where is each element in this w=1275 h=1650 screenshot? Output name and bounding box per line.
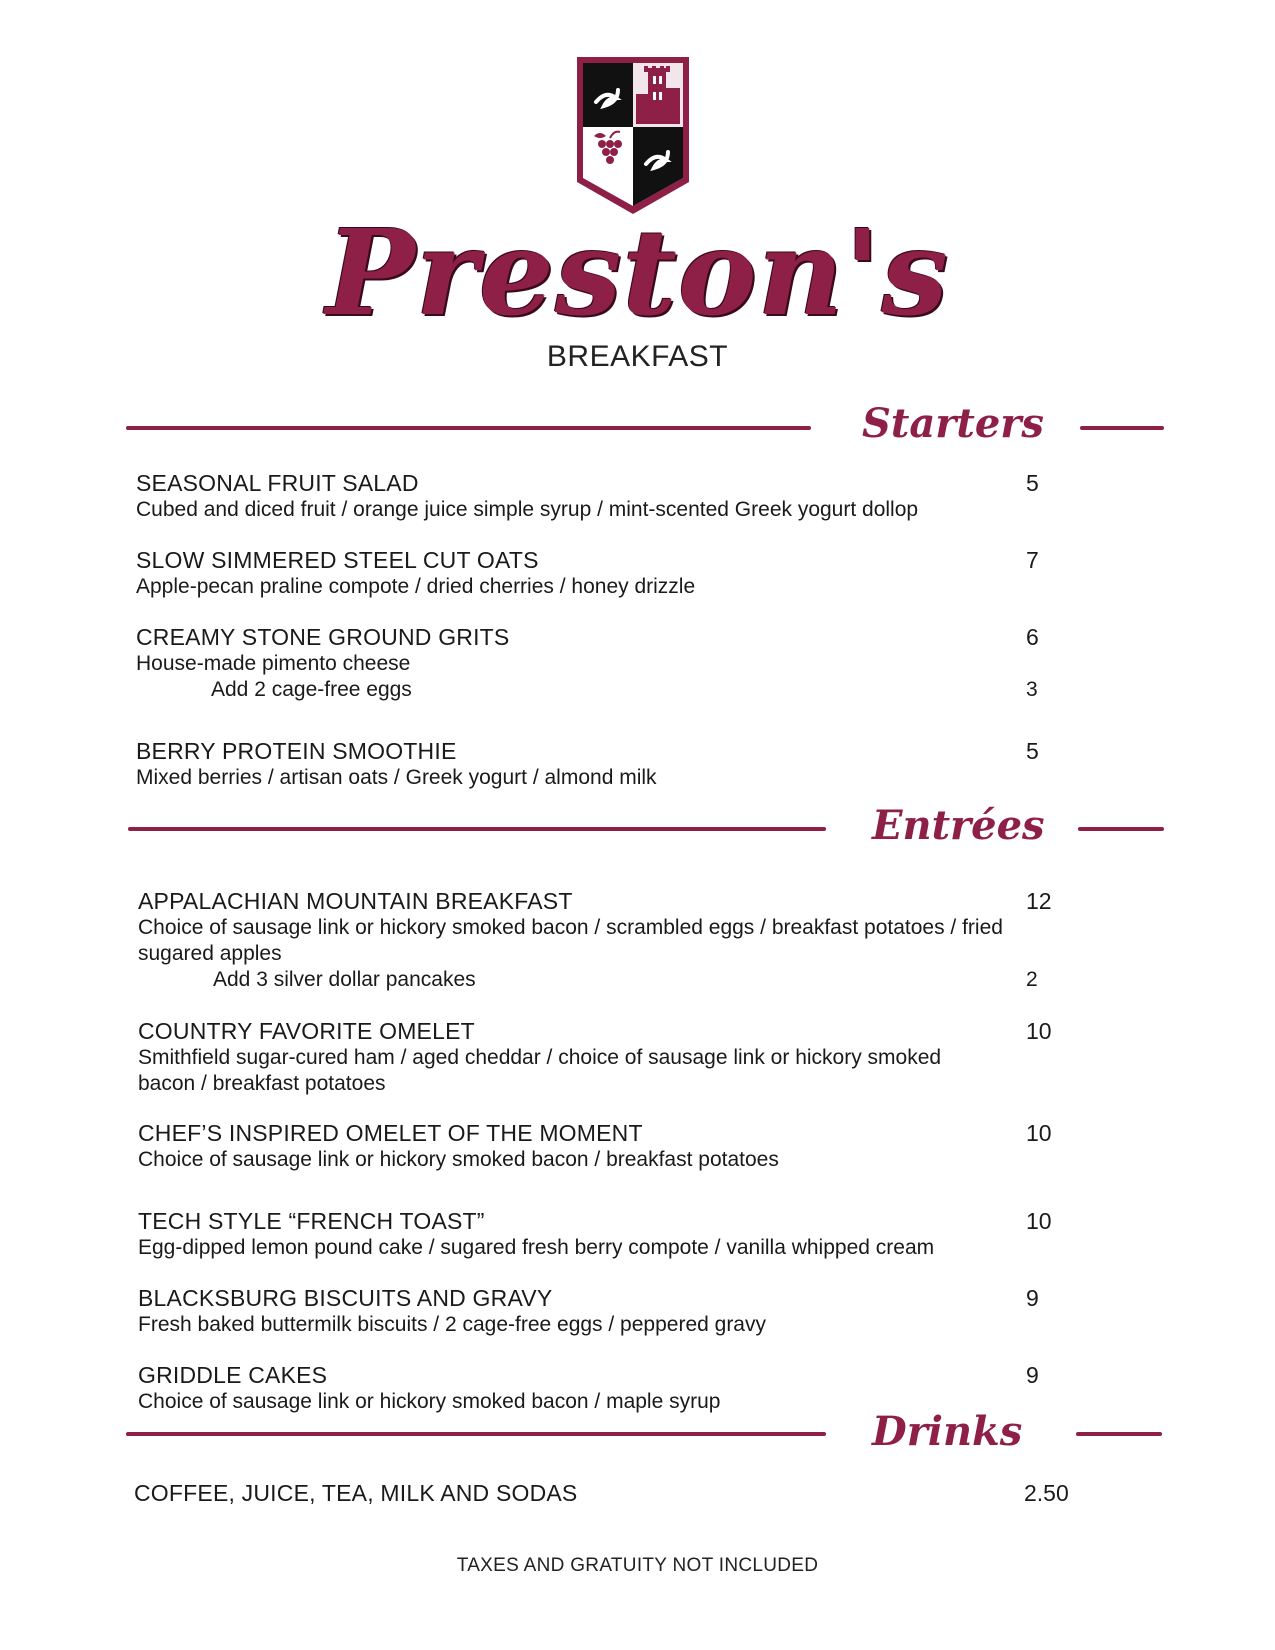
- item-price: 10: [1026, 1018, 1052, 1044]
- item-name: GRIDDLE CAKES: [138, 1362, 328, 1388]
- menu-item: [136, 547, 1096, 600]
- item-name: CHEF’S INSPIRED OMELET OF THE MOMENT: [138, 1120, 643, 1146]
- item-name: BLACKSBURG BISCUITS AND GRAVY: [138, 1285, 553, 1311]
- item-name: SLOW SIMMERED STEEL CUT OATS: [136, 547, 539, 573]
- item-price: 9: [1026, 1285, 1039, 1311]
- shield-crest-icon: [574, 54, 692, 218]
- item-price: 10: [1026, 1120, 1052, 1146]
- item-name: COUNTRY FAVORITE OMELET: [138, 1018, 475, 1044]
- brand-wordmark: Preston's: [326, 203, 949, 342]
- section-title-entrees: Entrées: [872, 802, 1045, 849]
- section-rule-left: [126, 1432, 826, 1436]
- menu-item: [134, 1480, 1094, 1507]
- item-price: 7: [1026, 547, 1039, 573]
- item-name: CREAMY STONE GROUND GRITS: [136, 624, 510, 650]
- item-description: Choice of sausage link or hickory smoked bacon / maple syrup: [138, 1390, 721, 1413]
- item-description: Choice of sausage link or hickory smoked bacon / breakfast potatoes: [138, 1148, 779, 1171]
- item-addon: [136, 677, 1096, 703]
- item-price: 10: [1026, 1208, 1052, 1234]
- item-name: TECH STYLE “FRENCH TOAST”: [138, 1208, 485, 1234]
- menu-item: [138, 1285, 1098, 1338]
- menu-title: BREAKFAST: [546, 340, 729, 373]
- item-description: Choice of sausage link or hickory smoked bacon / scrambled eggs / breakfast potatoes / fried sugared apples: [138, 916, 1003, 965]
- addon-label: Add 2 cage-free eggs: [211, 678, 412, 701]
- item-price: 5: [1026, 738, 1039, 764]
- menu-item: [136, 470, 1096, 523]
- item-price: 9: [1026, 1362, 1039, 1388]
- menu-item: [136, 738, 1096, 791]
- item-description: Mixed berries / artisan oats / Greek yogurt / almond milk: [136, 766, 657, 789]
- menu-item: [136, 624, 1096, 703]
- section-title-drinks: Drinks: [872, 1408, 1023, 1455]
- section-rule-left: [128, 827, 826, 831]
- addon-price: 2: [1026, 968, 1038, 991]
- section-rule-right: [1080, 426, 1164, 430]
- section-rule-right: [1076, 1432, 1162, 1436]
- section-rule-right: [1078, 827, 1164, 831]
- item-price: 5: [1026, 470, 1039, 496]
- item-name: SEASONAL FRUIT SALAD: [136, 470, 419, 496]
- item-description: Apple-pecan praline compote / dried cherries / honey drizzle: [136, 575, 696, 598]
- item-name: BERRY PROTEIN SMOOTHIE: [136, 738, 457, 764]
- footer-note: TAXES AND GRATUITY NOT INCLUDED: [456, 1555, 819, 1576]
- item-description: Fresh baked buttermilk biscuits / 2 cage-free eggs / peppered gravy: [138, 1313, 766, 1336]
- item-description: Cubed and diced fruit / orange juice simple syrup / mint-scented Greek yogurt dollop: [136, 498, 919, 521]
- item-price: 12: [1026, 888, 1052, 914]
- section-rule-left: [126, 426, 811, 430]
- section-title-starters: Starters: [862, 400, 1044, 447]
- item-description: Smithfield sugar-cured ham / aged cheddar / choice of sausage link or hickory smoked bacon / breakfast potatoes: [138, 1046, 942, 1095]
- item-description: Egg-dipped lemon pound cake / sugared fresh berry compote / vanilla whipped cream: [138, 1236, 935, 1259]
- item-price: 2.50: [1024, 1480, 1069, 1506]
- item-description: House-made pimento cheese: [136, 652, 411, 675]
- item-price: 6: [1026, 624, 1039, 650]
- menu-item: [138, 1018, 1098, 1097]
- item-name: COFFEE, JUICE, TEA, MILK AND SODAS: [134, 1480, 578, 1506]
- addon-price: 3: [1026, 678, 1038, 701]
- item-name: APPALACHIAN MOUNTAIN BREAKFAST: [138, 888, 573, 914]
- addon-label: Add 3 silver dollar pancakes: [213, 968, 476, 991]
- menu-item: [138, 1120, 1098, 1173]
- menu-item: [138, 1208, 1098, 1261]
- item-addon: [138, 967, 1098, 993]
- menu-item: [138, 888, 1098, 993]
